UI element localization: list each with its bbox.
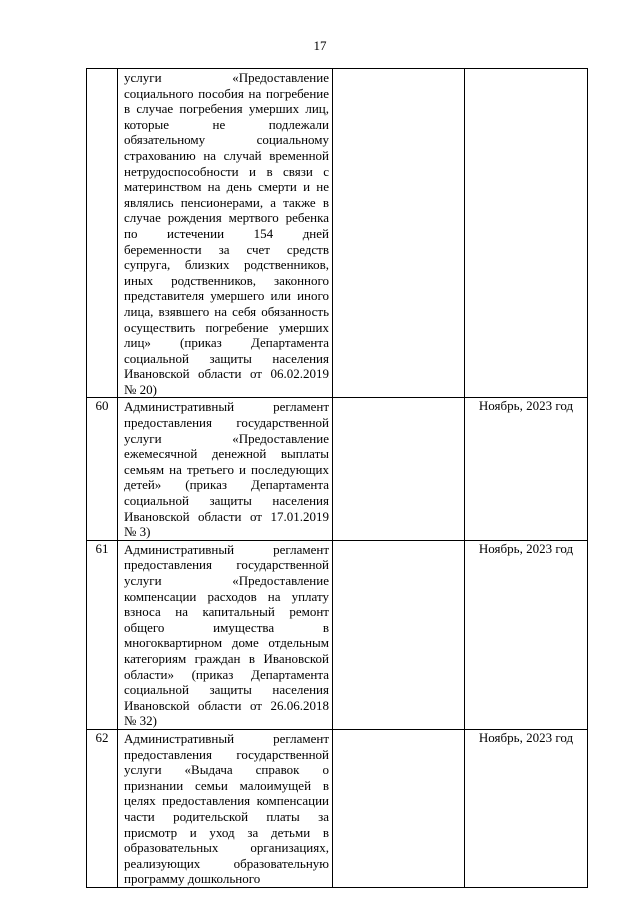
document-title-line: случае рождения мертвого ребенка (124, 210, 329, 226)
document-title-line: признании семьи малоимущей в (124, 777, 329, 793)
row-number-cell: 62 (87, 729, 118, 887)
document-title-line: № 3) (124, 524, 151, 540)
document-title-line: общего имущества в (124, 619, 329, 635)
document-title-line: являлись пенсионерами, а также в (124, 194, 329, 210)
document-title-line: Ивановской области от 17.01.2019 (124, 508, 329, 524)
table-row (87, 398, 588, 540)
document-title-line: услуги «Предоставление (124, 573, 329, 588)
document-title-line: предоставления государственной (124, 557, 329, 573)
document-title-line: социальной защиты населения (124, 350, 329, 366)
regulations-table (86, 68, 588, 888)
document-title-line: многоквартирном доме отдельным (124, 635, 329, 651)
document-title-cell (118, 69, 333, 398)
document-title-line: области» (приказ Департамента (124, 666, 329, 682)
document-title-line: социальной защиты населения (124, 682, 329, 698)
row-number-cell: 61 (87, 540, 118, 729)
document-title-line: Ивановской области от 06.02.2019 (124, 366, 329, 382)
document-title-text (118, 730, 332, 887)
document-title-line: обязательному социальному (124, 132, 329, 148)
document-title-line: материнством на день смерти и не (124, 179, 329, 195)
document-title-line: программу дошкольного (124, 871, 261, 887)
document-title-line: взноса на капитальный ремонт (124, 604, 329, 620)
document-title-line: образовательных организациях, (124, 840, 329, 856)
document-title-line: ежемесячной денежной выплаты (124, 446, 329, 462)
document-title-line: беременности за счет средств (124, 241, 329, 257)
document-title-line: лиц» (приказ Департамента (124, 335, 329, 351)
deadline-cell: Ноябрь, 2023 год (465, 398, 588, 540)
row-number-cell (87, 69, 118, 398)
deadline-cell: Ноябрь, 2023 год (465, 729, 588, 887)
document-title-line: Ивановской области от 26.06.2018 (124, 697, 329, 713)
document-title-line: услуги «Выдача справок о (124, 762, 329, 778)
deadline-cell: Ноябрь, 2023 год (465, 540, 588, 729)
document-title-line: представителя умершего или иного (124, 288, 329, 304)
document-title-line: категориям граждан в Ивановской (124, 650, 329, 666)
empty-cell (333, 729, 465, 887)
document-title-line: детей» (приказ Департамента (124, 477, 329, 493)
document-title-line: компенсации расходов на уплату (124, 588, 329, 604)
page-number: 17 (313, 38, 327, 53)
empty-cell (333, 398, 465, 540)
document-title-line: услуги «Предоставление (124, 70, 329, 85)
document-title-line: социальной защиты населения (124, 493, 329, 509)
document-title-line: нетрудоспособности и в связи с (124, 163, 329, 179)
document-title-text (118, 541, 332, 729)
empty-cell (333, 540, 465, 729)
document-title-line: по истечении 154 дней (124, 225, 329, 241)
document-title-line: Административный регламент (124, 541, 329, 557)
table-row (87, 69, 588, 398)
table-row (87, 540, 588, 729)
document-title-line: присмотр и уход за детьми в (124, 824, 329, 840)
document-title-line: № 32) (124, 713, 157, 729)
document-title-line: иных родственников, законного (124, 272, 329, 288)
document-title-line: семьям на третьего и последующих (124, 461, 329, 477)
table-body (87, 69, 588, 888)
document-title-line: страхованию на случай временной (124, 147, 329, 163)
empty-cell (333, 69, 465, 398)
document-title-text (118, 398, 332, 539)
document-title-line: социального пособия на погребение (124, 85, 329, 101)
document-title-cell (118, 729, 333, 887)
document-title-line: части родительской платы за (124, 808, 329, 824)
document-title-line: лица, взявшего на себя обязанность (124, 303, 329, 319)
document-title-line: супруга, близких родственников, (124, 257, 329, 273)
document-title-line: реализующих образовательную (124, 855, 329, 871)
document-title-line: предоставления государственной (124, 746, 329, 762)
document-title-cell (118, 540, 333, 729)
document-title-line: в случае погребения умерших лиц, (124, 101, 329, 117)
document-title-cell (118, 398, 333, 540)
document-title-line: Административный регламент (124, 730, 329, 746)
row-number-cell: 60 (87, 398, 118, 540)
table-row (87, 729, 588, 887)
document-title-line: которые не подлежали (124, 116, 329, 132)
document-title-line: целях предоставления компенсации (124, 793, 329, 809)
document-title-line: № 20) (124, 381, 157, 397)
document-title-line: осуществить погребение умерших (124, 319, 329, 335)
document-title-line: услуги «Предоставление (124, 430, 329, 446)
document-title-line: предоставления государственной (124, 415, 329, 431)
document-title-line: Административный регламент (124, 399, 329, 415)
deadline-cell (465, 69, 588, 398)
document-title-text (118, 69, 332, 397)
